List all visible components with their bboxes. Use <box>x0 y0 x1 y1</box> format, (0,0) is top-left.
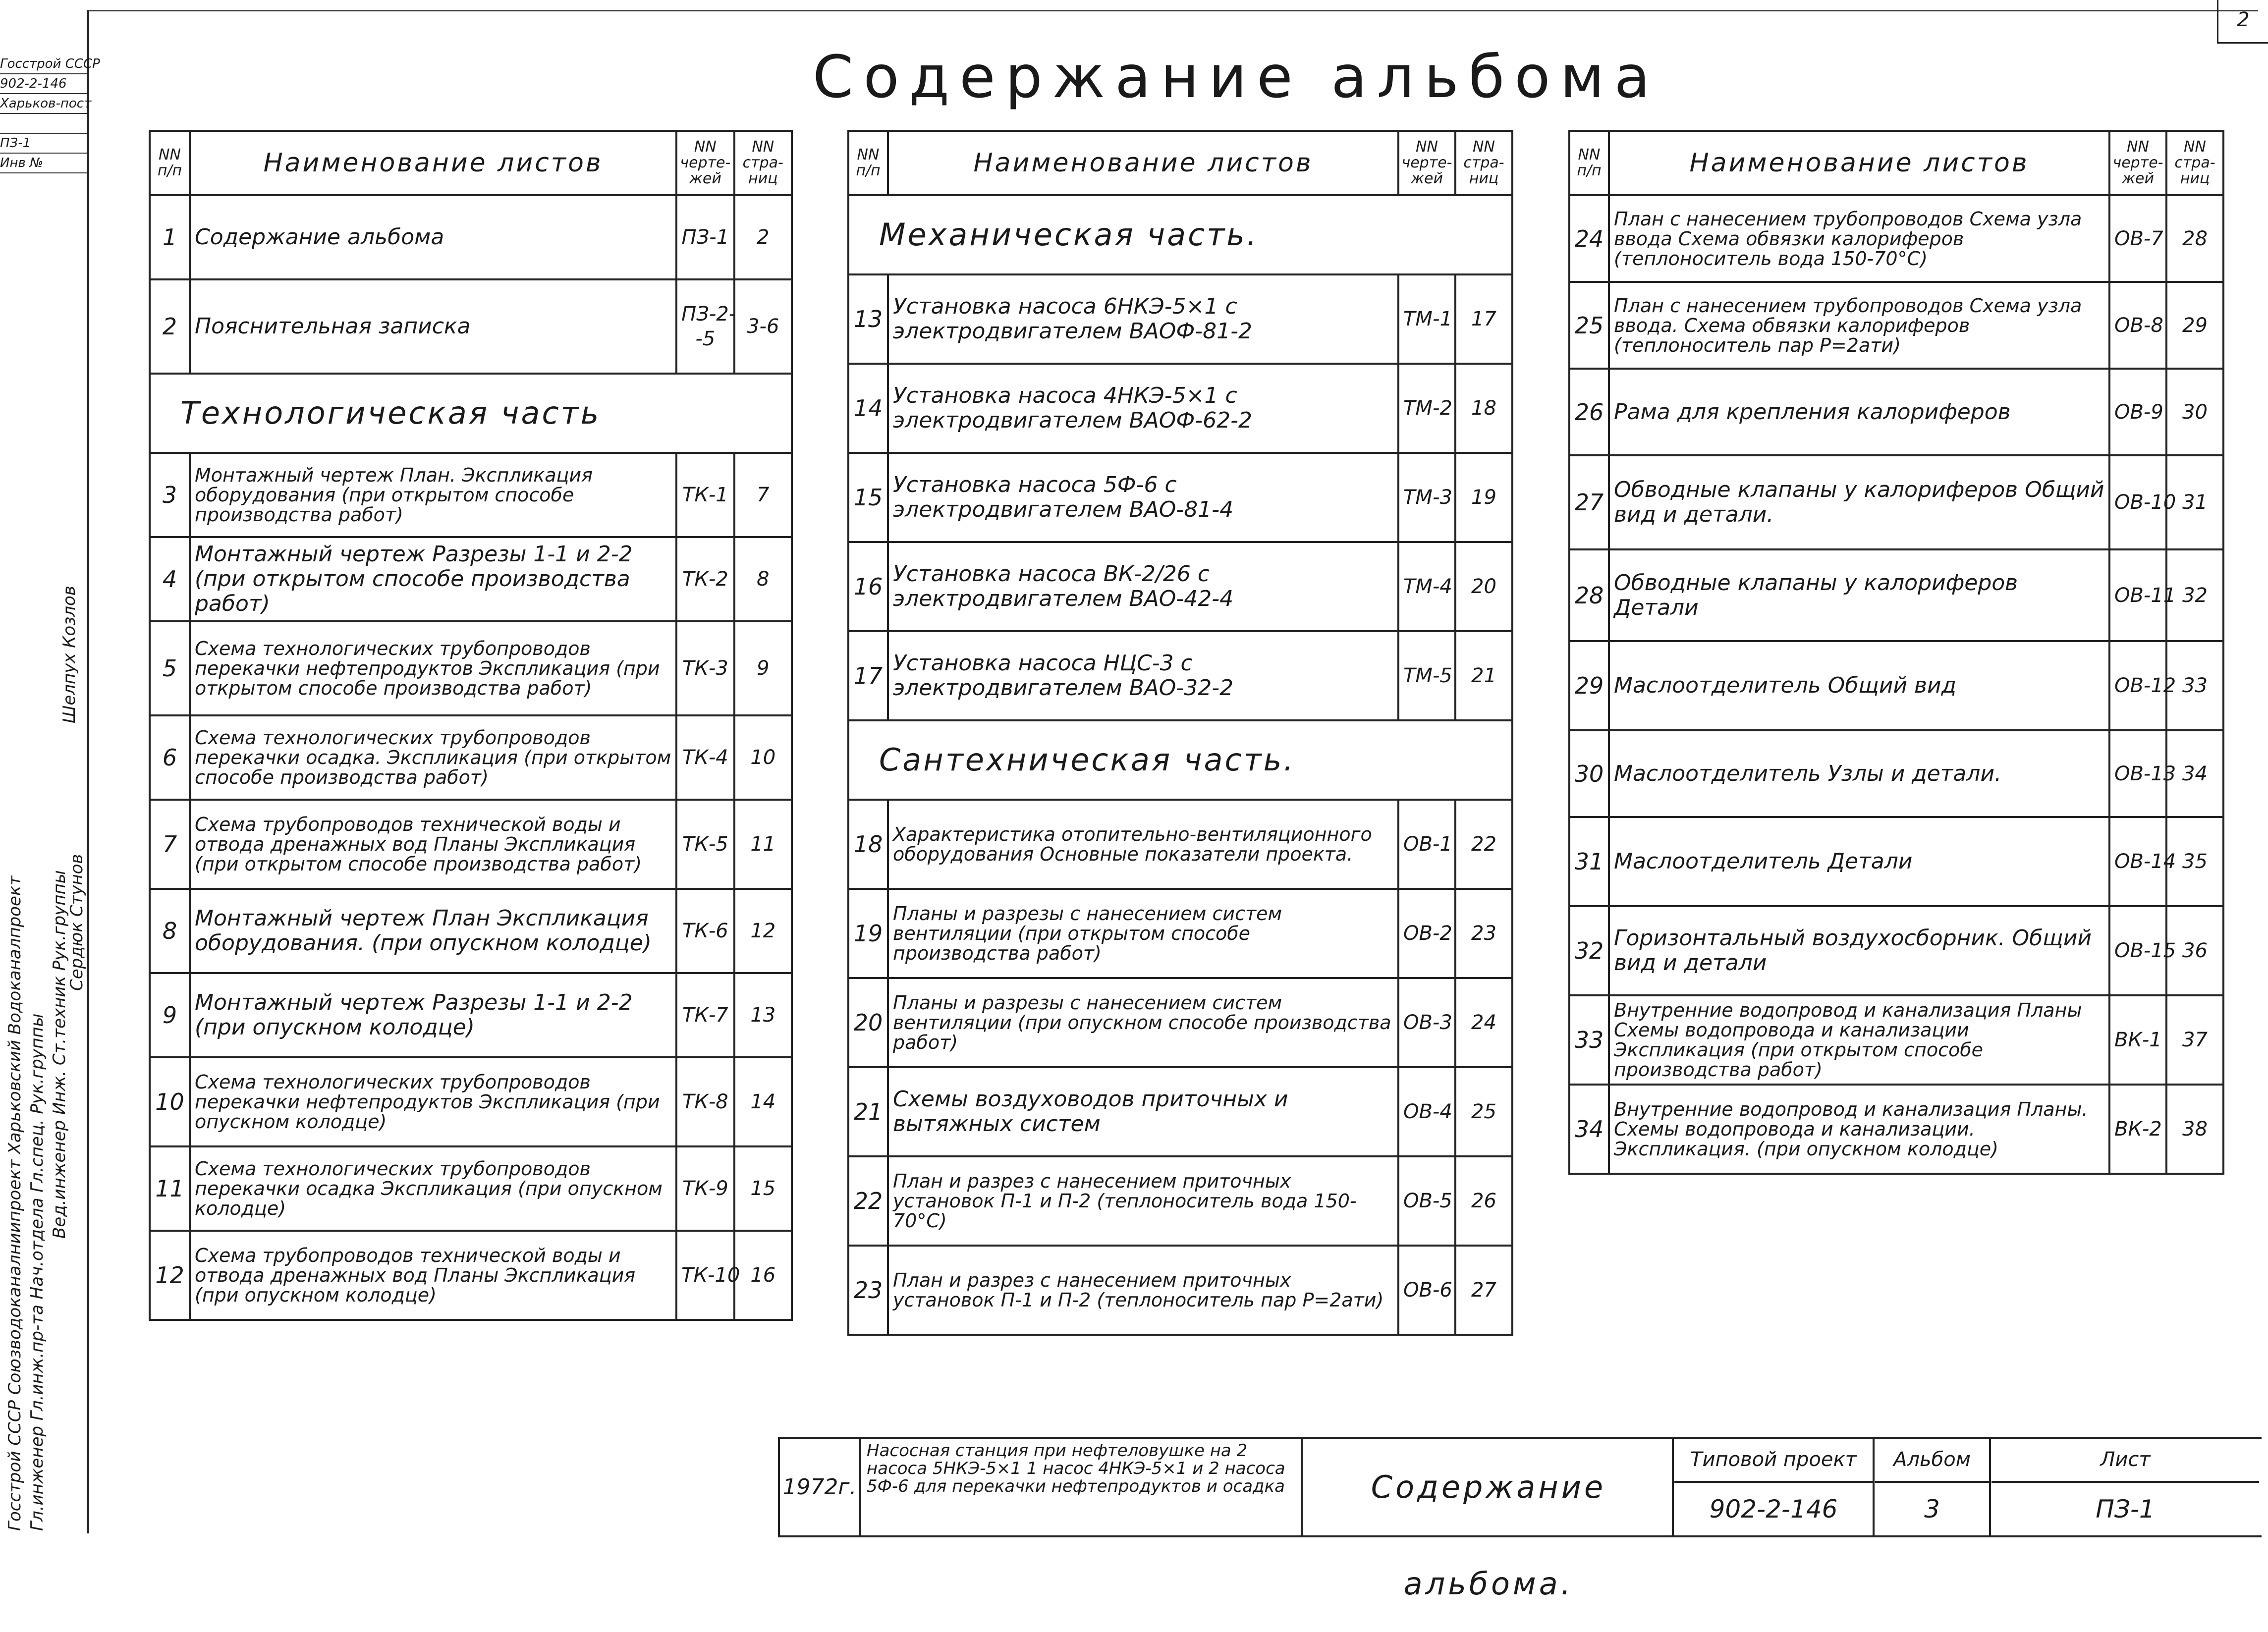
row-number: 16 <box>848 542 888 631</box>
row-drawing-code: ТК-2 <box>676 537 734 621</box>
page-header: NN стра-ниц <box>734 131 792 195</box>
table-row <box>848 542 1512 631</box>
row-page: 9 <box>734 621 792 715</box>
row-drawing-code: ТК-4 <box>676 715 734 800</box>
row-number: 19 <box>848 889 888 978</box>
name-header: Наименование листов <box>888 131 1398 195</box>
album-value: 3 <box>1924 1495 1940 1523</box>
row-number: 32 <box>1569 906 1609 995</box>
row-number: 14 <box>848 364 888 453</box>
row-name: Установка насоса ВК-2/26 с электродвигателем ВАО-42-4 <box>888 542 1398 631</box>
project-value: 902-2-146 <box>1709 1495 1838 1523</box>
title-block-sheet <box>1991 1439 2259 1535</box>
table-row <box>150 453 792 537</box>
row-page: 35 <box>2166 817 2223 906</box>
row-name: Содержание альбома <box>190 195 676 279</box>
row-name: Установка насоса 4НКЭ-5×1 с электродвигателем ВАОФ-62-2 <box>888 364 1398 453</box>
page-header: NN стра-ниц <box>2166 131 2223 195</box>
row-name: Схема технологических трубопроводов перекачки нефтепродуктов Экспликация (при опускном колодце) <box>190 1057 676 1146</box>
row-name: Маслоотделитель Общий вид <box>1609 641 2109 730</box>
contents-table-1 <box>149 130 793 1321</box>
row-page: 22 <box>1455 800 1512 889</box>
table-row <box>1569 995 2223 1085</box>
project-label: Типовой проект <box>1674 1439 1873 1483</box>
title-block <box>778 1437 2262 1602</box>
contents-table-2 <box>847 130 1513 1336</box>
section-row <box>848 195 1512 274</box>
row-page: 24 <box>1455 978 1512 1067</box>
row-number: 10 <box>150 1057 190 1146</box>
corner-mark: 2 <box>2217 0 2268 44</box>
table-row <box>150 973 792 1057</box>
code-header: NN черте-жей <box>1398 131 1455 195</box>
table-row <box>150 715 792 800</box>
row-drawing-code: ОВ-2 <box>1398 889 1455 978</box>
row-number: 18 <box>848 800 888 889</box>
row-number: 27 <box>1569 455 1609 549</box>
row-drawing-code: ОВ-12 <box>2109 641 2166 730</box>
row-page: 12 <box>734 889 792 973</box>
row-name: Обводные клапаны у калориферов Общий вид и детали. <box>1609 455 2109 549</box>
row-drawing-code: ОВ-4 <box>1398 1067 1455 1156</box>
row-page: 15 <box>734 1146 792 1231</box>
num-header: NN п/п <box>1569 131 1609 195</box>
row-name: Схема трубопроводов технической воды и отвода дренажных вод Планы Экспликация (при опускном колодце) <box>190 1231 676 1320</box>
title-block-year: 1972г. <box>780 1439 861 1535</box>
table-row <box>1569 195 2223 282</box>
row-name: Планы и разрезы с нанесением систем вентиляции (при открытом способе производства работ) <box>888 889 1398 978</box>
row-number: 13 <box>848 274 888 364</box>
side-roles-label-2: Вед.инженер Инж. Ст.техник Рук.группы <box>50 870 69 1239</box>
side-signature-block <box>0 586 87 1536</box>
row-number: 25 <box>1569 282 1609 369</box>
row-drawing-code: ВК-2 <box>2109 1085 2166 1174</box>
row-name: Внутренние водопровод и канализация Планы Схемы водопровода и канализации Экспликация (при открытом способе производства работ) <box>1609 995 2109 1085</box>
table-row <box>1569 641 2223 730</box>
table-row <box>150 537 792 621</box>
row-page: 26 <box>1455 1156 1512 1246</box>
row-name: Схемы воздуховодов приточных и вытяжных систем <box>888 1067 1398 1156</box>
contents-table-3 <box>1568 130 2224 1175</box>
row-page: 10 <box>734 715 792 800</box>
table-row <box>848 978 1512 1067</box>
row-page: 8 <box>734 537 792 621</box>
name-header: Наименование листов <box>190 131 676 195</box>
num-header: NN п/п <box>150 131 190 195</box>
row-name: Планы и разрезы с нанесением систем вентиляции (при опускном способе производства работ) <box>888 978 1398 1067</box>
row-number: 6 <box>150 715 190 800</box>
row-number: 7 <box>150 800 190 889</box>
table-row <box>150 1231 792 1320</box>
side-signatures: Шелпух Козлов <box>59 586 79 723</box>
row-number: 9 <box>150 973 190 1057</box>
row-page: 20 <box>1455 542 1512 631</box>
table-row <box>1569 282 2223 369</box>
side-org-label: Госстрой СССР Союзводоканалниипроект Харьковский Водоканалпроект <box>5 875 25 1531</box>
row-page: 2 <box>734 195 792 279</box>
row-drawing-code: ОВ-13 <box>2109 730 2166 817</box>
row-drawing-code: ОВ-3 <box>1398 978 1455 1067</box>
row-name: План и разрез с нанесением приточных установок П-1 и П-2 (теплоноситель пар Р=2ати) <box>888 1246 1398 1335</box>
row-name: Схема трубопроводов технической воды и отвода дренажных вод Планы Экспликация (при открытом способе производства работ) <box>190 800 676 889</box>
row-drawing-code: ВК-1 <box>2109 995 2166 1085</box>
row-name: Установка насоса 6НКЭ-5×1 с электродвигателем ВАОФ-81-2 <box>888 274 1398 364</box>
row-drawing-code: ОВ-7 <box>2109 195 2166 282</box>
row-page: 11 <box>734 800 792 889</box>
row-page: 16 <box>734 1231 792 1320</box>
row-drawing-code: ТК-10 <box>676 1231 734 1320</box>
row-number: 3 <box>150 453 190 537</box>
row-name: Монтажный чертеж План Экспликация оборудования. (при опускном колодце) <box>190 889 676 973</box>
row-name: Маслоотделитель Детали <box>1609 817 2109 906</box>
table-row <box>150 800 792 889</box>
row-number: 4 <box>150 537 190 621</box>
title-block-sheet-name: Содержание альбома. <box>1305 1439 1674 1535</box>
row-name: Установка насоса 5Ф-6 с электродвигателем ВАО-81-4 <box>888 453 1398 542</box>
table-row <box>1569 1085 2223 1174</box>
row-drawing-code: ОВ-15 <box>2109 906 2166 995</box>
row-name: Схема технологических трубопроводов перекачки осадка Экспликация (при опускном колодце) <box>190 1146 676 1231</box>
row-drawing-code: ОВ-1 <box>1398 800 1455 889</box>
stamp-line: 902-2-146 <box>0 74 87 94</box>
row-drawing-code: ТК-6 <box>676 889 734 973</box>
num-header: NN п/п <box>848 131 888 195</box>
row-number: 23 <box>848 1246 888 1335</box>
row-drawing-code: ОВ-5 <box>1398 1156 1455 1246</box>
table-row <box>150 1146 792 1231</box>
table-row <box>1569 455 2223 549</box>
stamp-line <box>0 114 87 134</box>
code-header: NN черте-жей <box>676 131 734 195</box>
table-row <box>150 279 792 374</box>
row-drawing-code: ТК-3 <box>676 621 734 715</box>
row-number: 11 <box>150 1146 190 1231</box>
row-name: Обводные клапаны у калориферов Детали <box>1609 549 2109 641</box>
table-row <box>1569 817 2223 906</box>
stamp-line: Харьков-пост <box>0 94 87 114</box>
row-drawing-code: ПЗ-1 <box>676 195 734 279</box>
row-page: 23 <box>1455 889 1512 978</box>
row-page: 28 <box>2166 195 2223 282</box>
row-number: 22 <box>848 1156 888 1246</box>
row-number: 28 <box>1569 549 1609 641</box>
page-title: Содержание альбома <box>813 43 1660 111</box>
side-signatures-2: Сердюк Стунов <box>67 854 87 991</box>
row-page: 30 <box>2166 369 2223 455</box>
table-row <box>150 195 792 279</box>
sheet-label: Лист <box>1991 1439 2259 1483</box>
row-page: 18 <box>1455 364 1512 453</box>
row-number: 1 <box>150 195 190 279</box>
row-number: 34 <box>1569 1085 1609 1174</box>
section-row <box>848 720 1512 800</box>
table-row <box>848 1246 1512 1335</box>
row-page: 3-6 <box>734 279 792 374</box>
row-page: 14 <box>734 1057 792 1146</box>
row-drawing-code: ОВ-14 <box>2109 817 2166 906</box>
table-row <box>848 1067 1512 1156</box>
table-row <box>150 621 792 715</box>
row-drawing-code: ТМ-4 <box>1398 542 1455 631</box>
table-row <box>1569 730 2223 817</box>
row-page: 7 <box>734 453 792 537</box>
name-header: Наименование листов <box>1609 131 2109 195</box>
row-name: Горизонтальный воздухосборник. Общий вид и детали <box>1609 906 2109 995</box>
row-page: 33 <box>2166 641 2223 730</box>
row-drawing-code: ТК-1 <box>676 453 734 537</box>
row-drawing-code: ОВ-11 <box>2109 549 2166 641</box>
row-number: 5 <box>150 621 190 715</box>
row-number: 2 <box>150 279 190 374</box>
row-number: 21 <box>848 1067 888 1156</box>
title-block-album <box>1875 1439 1991 1535</box>
row-drawing-code: ПЗ-2--5 <box>676 279 734 374</box>
row-page: 27 <box>1455 1246 1512 1335</box>
row-page: 25 <box>1455 1067 1512 1156</box>
row-number: 30 <box>1569 730 1609 817</box>
row-name: Монтажный чертеж Разрезы 1-1 и 2-2 (при открытом способе производства работ) <box>190 537 676 621</box>
side-roles-label: Гл.инженер Гл.инж.пр-та Нач.отдела Гл.спец. Рук.группы <box>27 1013 47 1531</box>
row-number: 31 <box>1569 817 1609 906</box>
row-name: Рама для крепления калориферов <box>1609 369 2109 455</box>
row-page: 31 <box>2166 455 2223 549</box>
row-drawing-code: ТМ-5 <box>1398 631 1455 720</box>
row-drawing-code: ТК-5 <box>676 800 734 889</box>
code-header: NN черте-жей <box>2109 131 2166 195</box>
row-name: Схема технологических трубопроводов перекачки осадка. Экспликация (при открытом способе производства работ) <box>190 715 676 800</box>
page-header: NN стра-ниц <box>1455 131 1512 195</box>
table-row <box>1569 549 2223 641</box>
row-drawing-code: ТК-9 <box>676 1146 734 1231</box>
section-title: Сантехническая часть. <box>848 720 1512 800</box>
table-row <box>150 889 792 973</box>
row-page: 34 <box>2166 730 2223 817</box>
row-page: 13 <box>734 973 792 1057</box>
table-row <box>150 1057 792 1146</box>
row-page: 32 <box>2166 549 2223 641</box>
sheet-value: ПЗ-1 <box>2096 1495 2155 1523</box>
row-page: 37 <box>2166 995 2223 1085</box>
table-row <box>848 364 1512 453</box>
row-number: 8 <box>150 889 190 973</box>
row-drawing-code: ОВ-9 <box>2109 369 2166 455</box>
row-number: 17 <box>848 631 888 720</box>
stamp-line: Госстрой СССР <box>0 54 87 74</box>
row-drawing-code: ОВ-8 <box>2109 282 2166 369</box>
row-number: 12 <box>150 1231 190 1320</box>
row-page: 29 <box>2166 282 2223 369</box>
section-title: Технологическая часть <box>150 374 792 453</box>
left-stamp <box>0 54 100 193</box>
row-name: Маслоотделитель Узлы и детали. <box>1609 730 2109 817</box>
row-name: Монтажный чертеж План. Экспликация оборудования (при открытом способе производства работ) <box>190 453 676 537</box>
table-row <box>848 800 1512 889</box>
row-name: Внутренние водопровод и канализация Планы. Схемы водопровода и канализации. Экспликация. (при опускном колодце) <box>1609 1085 2109 1174</box>
table-row <box>848 274 1512 364</box>
row-name: Установка насоса НЦС-3 с электродвигателем ВАО-32-2 <box>888 631 1398 720</box>
table-row <box>848 631 1512 720</box>
title-block-description: Насосная станция при нефтеловушке на 2 насоса 5НКЭ-5×1 1 насос 4НКЭ-5×1 и 2 насоса 5Ф-6 для перекачки нефтепродуктов и осадка <box>862 1439 1303 1535</box>
title-block-project <box>1674 1439 1875 1535</box>
row-drawing-code: ТК-8 <box>676 1057 734 1146</box>
row-number: 20 <box>848 978 888 1067</box>
section-title: Механическая часть. <box>848 195 1512 274</box>
table-row <box>848 1156 1512 1246</box>
table-row <box>848 889 1512 978</box>
row-drawing-code: ОВ-10 <box>2109 455 2166 549</box>
table-row <box>1569 369 2223 455</box>
row-page: 36 <box>2166 906 2223 995</box>
row-name: Характеристика отопительно-вентиляционного оборудования Основные показатели проекта. <box>888 800 1398 889</box>
row-drawing-code: ТК-7 <box>676 973 734 1057</box>
row-number: 15 <box>848 453 888 542</box>
row-page: 38 <box>2166 1085 2223 1174</box>
stamp-line: ПЗ-1 <box>0 134 87 154</box>
row-page: 21 <box>1455 631 1512 720</box>
table-row <box>848 453 1512 542</box>
row-number: 26 <box>1569 369 1609 455</box>
row-page: 19 <box>1455 453 1512 542</box>
row-number: 29 <box>1569 641 1609 730</box>
stamp-line: Инв № <box>0 154 87 173</box>
row-number: 24 <box>1569 195 1609 282</box>
row-number: 33 <box>1569 995 1609 1085</box>
row-name: План и разрез с нанесением приточных установок П-1 и П-2 (теплоноситель вода 150-70°С) <box>888 1156 1398 1246</box>
section-row <box>150 374 792 453</box>
album-label: Альбом <box>1875 1439 1989 1483</box>
row-name: План с нанесением трубопроводов Схема узла ввода Схема обвязки калориферов (теплоноситель вода 150-70°С) <box>1609 195 2109 282</box>
row-drawing-code: ТМ-3 <box>1398 453 1455 542</box>
row-drawing-code: ОВ-6 <box>1398 1246 1455 1335</box>
row-drawing-code: ТМ-2 <box>1398 364 1455 453</box>
row-drawing-code: ТМ-1 <box>1398 274 1455 364</box>
table-row <box>1569 906 2223 995</box>
row-name: Схема технологических трубопроводов перекачки нефтепродуктов Экспликация (при открытом способе производства работ) <box>190 621 676 715</box>
row-name: Пояснительная записка <box>190 279 676 374</box>
row-name: Монтажный чертеж Разрезы 1-1 и 2-2 (при опускном колодце) <box>190 973 676 1057</box>
row-page: 17 <box>1455 274 1512 364</box>
row-name: План с нанесением трубопроводов Схема узла ввода. Схема обвязки калориферов (теплоноситель пар Р=2ати) <box>1609 282 2109 369</box>
